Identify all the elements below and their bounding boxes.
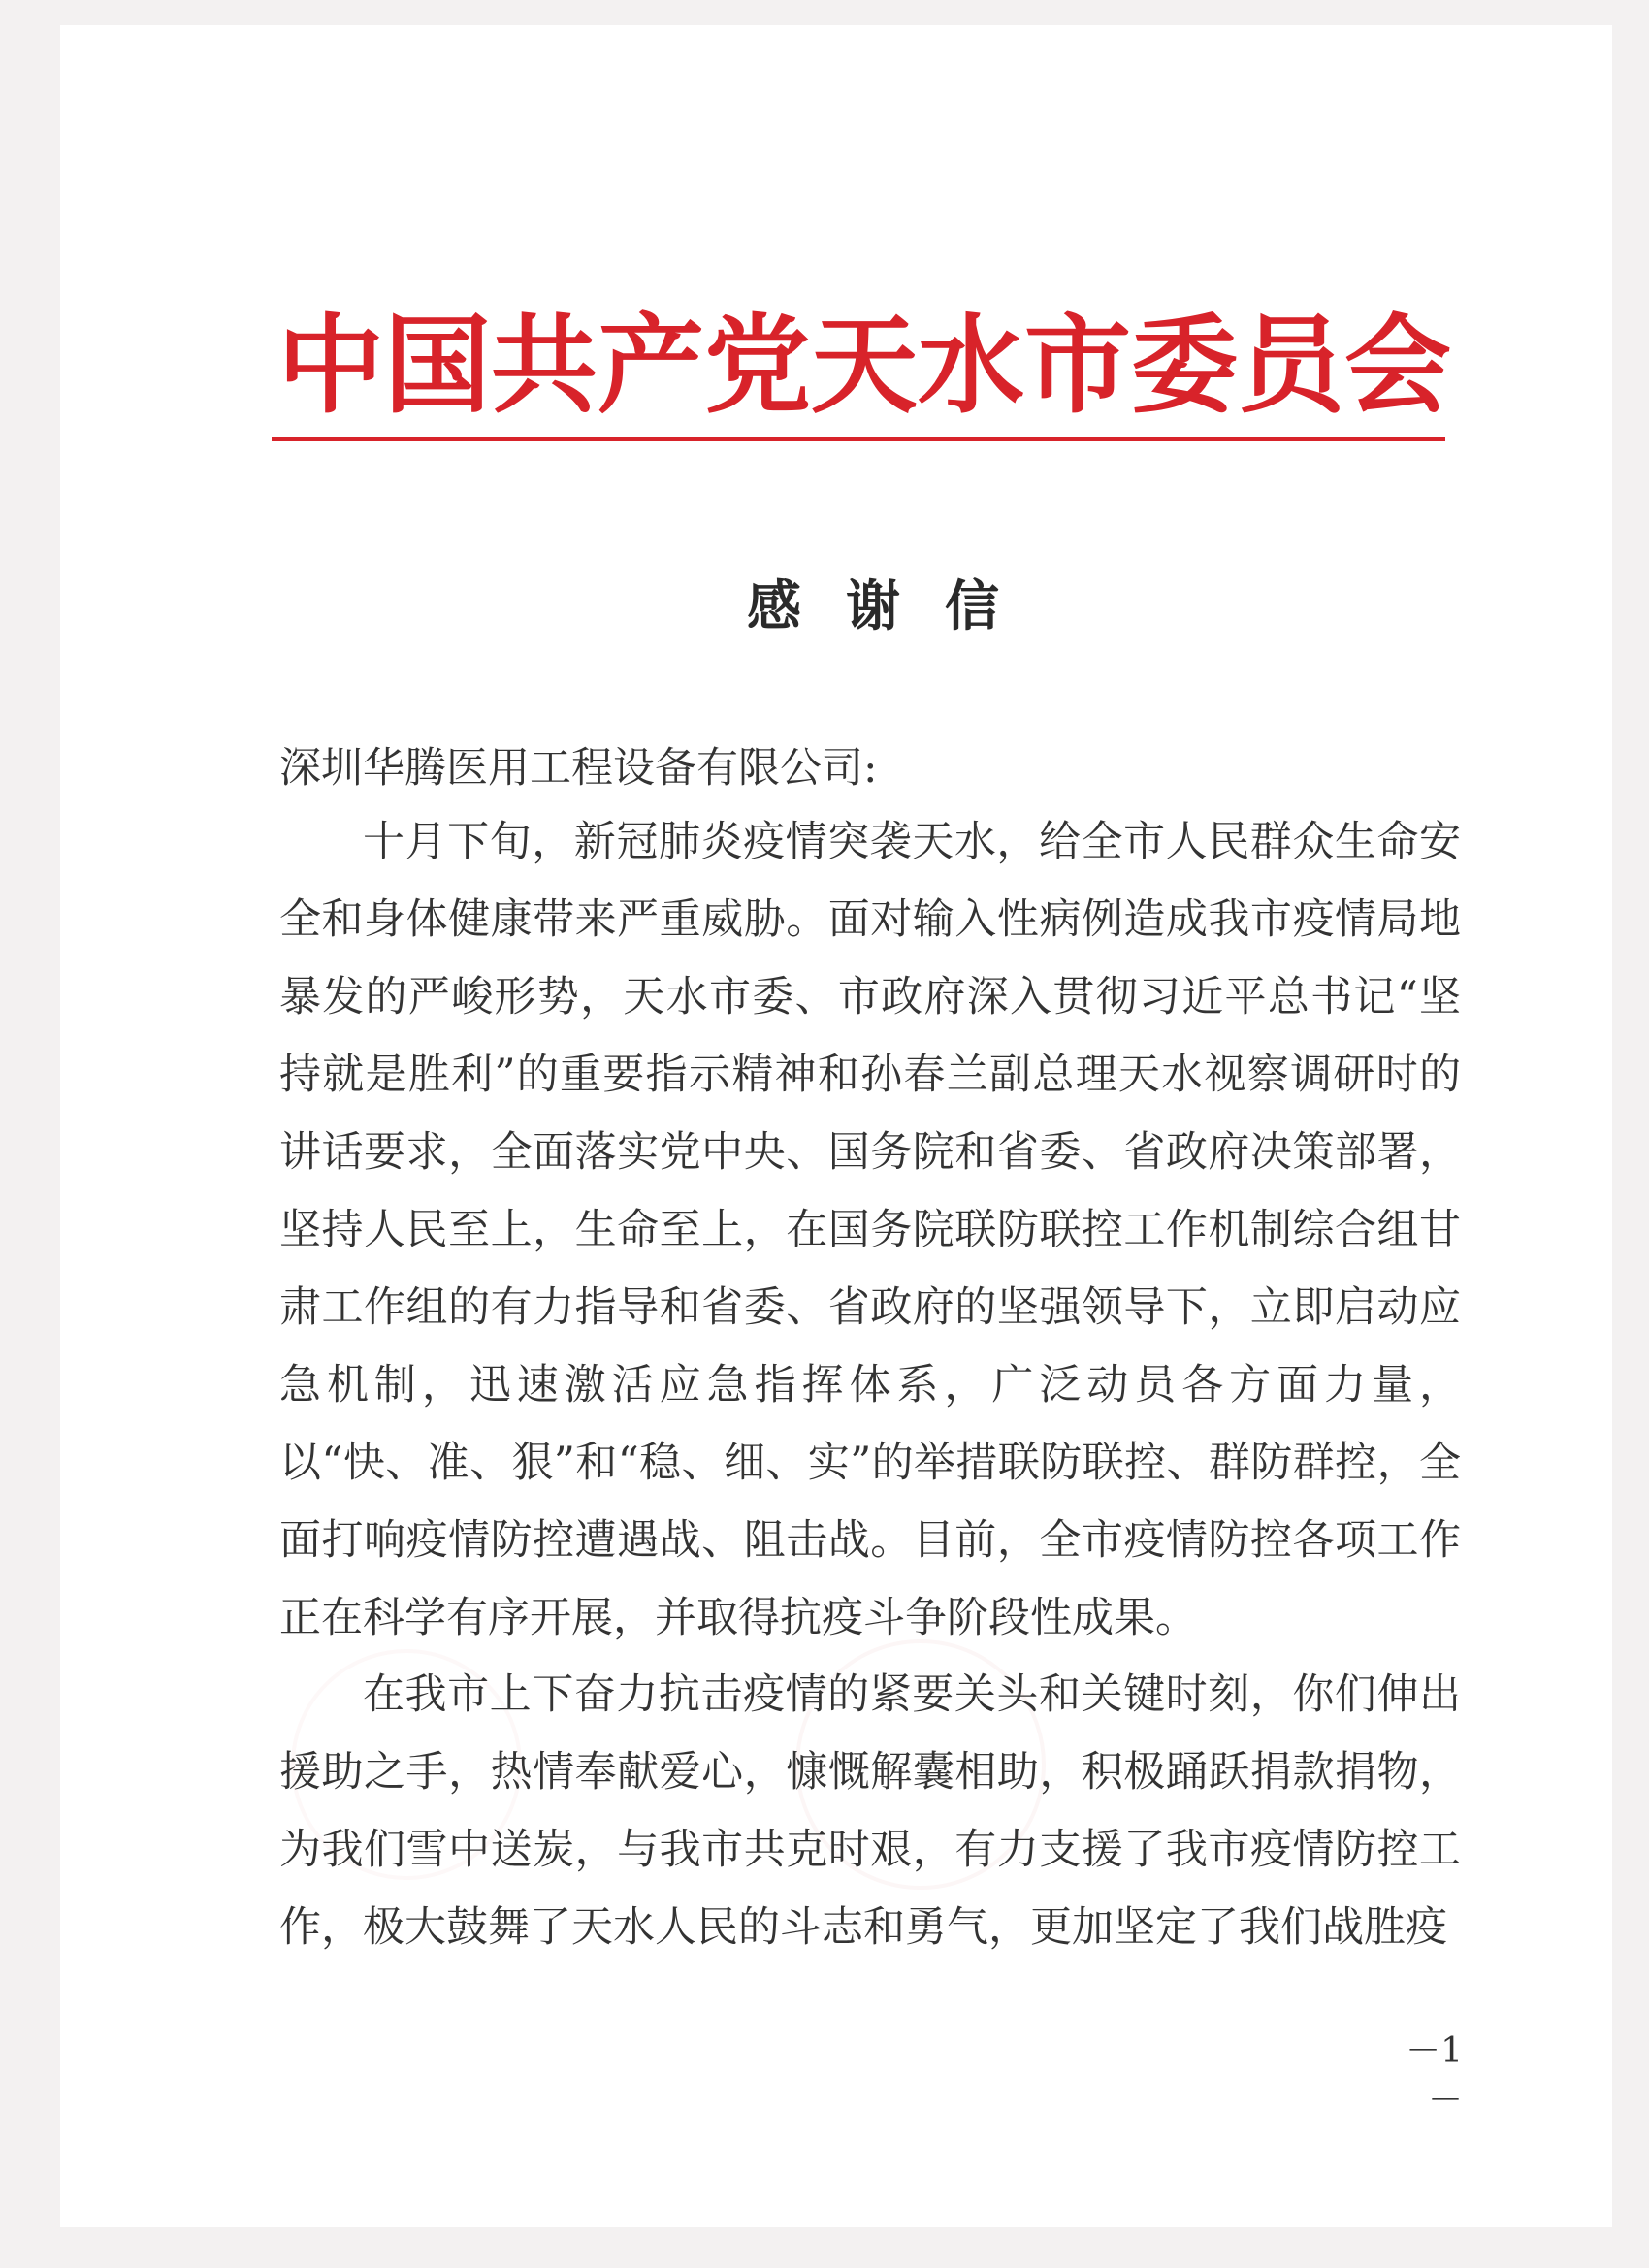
- organization-letterhead-title: 中国共产党天水市委员会: [277, 303, 1451, 428]
- letter-title: 感谢信: [747, 574, 999, 638]
- letterhead-red-rule: [272, 437, 1445, 441]
- letter-salutation: 深圳华腾医用工程设备有限公司:: [279, 744, 878, 793]
- letter-paragraph-2: 在我市上下奋力抗击疫情的紧要关头和关键时刻，你们伸出援助之手，热情奉献爱心，慷慨解囊相助，积极踊跃捐款捐物，为我们雪中送炭，与我市共克时艰，有力支援了我市疫情防控工作，极大鼓舞了天水人民的斗志和勇气，更加坚定了我们战胜疫: [279, 1670, 1461, 1952]
- letter-paragraph-1: 十月下旬，新冠肺炎疫情突袭天水，给全市人民群众生命安全和身体健康带来严重威胁。面对输入性病例造成我市疫情局地暴发的严峻形势，天水市委、市政府深入贯彻习近平总书记“坚持就是胜利”的重要指示精神和孙春兰副总理天水视察调研时的讲话要求，全面落实党中央、国务院和省委、省政府决策部署，坚持人民至上，生命至上，在国务院联防联控工作机制综合组甘肃工作组的有力指导和省委、省政府的坚强领导下，立即启动应急机制，迅速激活应急指挥体系，广泛动员各方面力量，以“快、准、狠”和“稳、细、实”的举措联防联控、群防群控，全面打响疫情防控遭遇战、阻击战。目前，全市疫情防控各项工作正在科学有序开展，并取得抗疫斗争阶段性成果。: [279, 818, 1461, 1642]
- page-number: －1－: [1406, 2031, 1463, 2121]
